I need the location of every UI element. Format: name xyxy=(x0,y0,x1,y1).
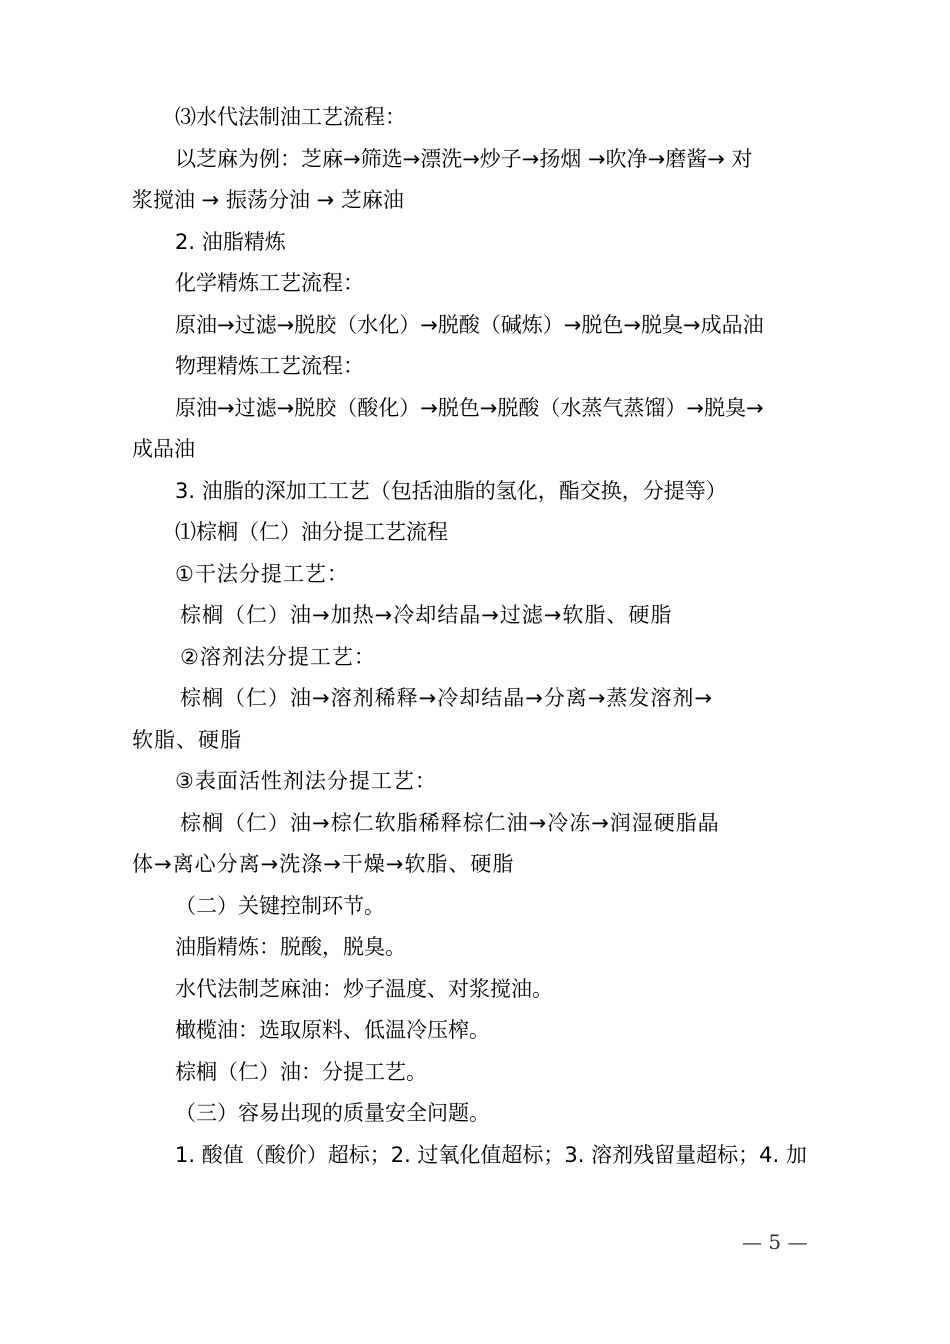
paragraph-line: 水代法制芝麻油：炒子温度、对浆搅油。 xyxy=(175,977,553,1001)
subheading-dry-fractionation: ①干法分提工艺： xyxy=(175,562,349,586)
paragraph-line: 原油→过滤→脱胶（水化）→脱酸（碱炼）→脱色→脱臭→成品油 xyxy=(175,313,764,337)
page-number: — 5 — xyxy=(742,1230,808,1254)
subheading-surfactant-fractionation: ③表面活性剂法分提工艺： xyxy=(175,769,437,793)
paragraph-line: 软脂、硬脂 xyxy=(132,728,242,752)
subheading-physical-refining: 物理精炼工艺流程： xyxy=(175,354,364,378)
section-heading-refining: 2. 油脂精炼 xyxy=(175,230,286,254)
paragraph-line: 体→离心分离→洗涤→干燥→软脂、硬脂 xyxy=(132,852,515,876)
paragraph-line: 棕榈（仁）油：分提工艺。 xyxy=(175,1060,427,1084)
paragraph-line: 棕榈（仁）油→棕仁软脂稀释棕仁油→冷冻→润湿硬脂晶 xyxy=(180,811,720,835)
section-heading-key-control: （二）关键控制环节。 xyxy=(175,894,385,918)
paragraph-line: 棕榈（仁）油→加热→冷却结晶→过滤→软脂、硬脂 xyxy=(180,603,673,627)
paragraph-line: 1. 酸值（酸价）超标；2. 过氧化值超标；3. 溶剂残留量超标；4. 加 xyxy=(175,1143,807,1167)
paragraph-line: 棕榈（仁）油→溶剂稀释→冷却结晶→分离→蒸发溶剂→ xyxy=(180,686,713,710)
section-heading-water-method: ⑶水代法制油工艺流程： xyxy=(175,105,406,129)
subheading-solvent-fractionation: ②溶剂法分提工艺： xyxy=(180,645,376,669)
section-heading-quality-issues: （三）容易出现的质量安全问题。 xyxy=(175,1101,490,1125)
paragraph-line: 油脂精炼：脱酸，脱臭。 xyxy=(175,935,406,959)
paragraph-line: 橄榄油：选取原料、低温冷压榨。 xyxy=(175,1018,490,1042)
paragraph-line: 浆搅油 → 振荡分油 → 芝麻油 xyxy=(132,188,404,212)
paragraph-line: 原油→过滤→脱胶（酸化）→脱色→脱酸（水蒸气蒸馏）→脱臭→ xyxy=(175,396,764,420)
paragraph-line: 以芝麻为例：芝麻→筛选→漂洗→炒子→扬烟 →吹净→磨酱→ 对 xyxy=(175,147,753,171)
paragraph-line: 成品油 xyxy=(132,437,195,461)
section-heading-deep-processing: 3. 油脂的深加工工艺（包括油脂的氢化，酯交换，分提等） xyxy=(175,479,727,503)
subheading-palm-fractionation: ⑴棕榈（仁）油分提工艺流程 xyxy=(175,520,448,544)
subheading-chemical-refining: 化学精炼工艺流程： xyxy=(175,271,364,295)
